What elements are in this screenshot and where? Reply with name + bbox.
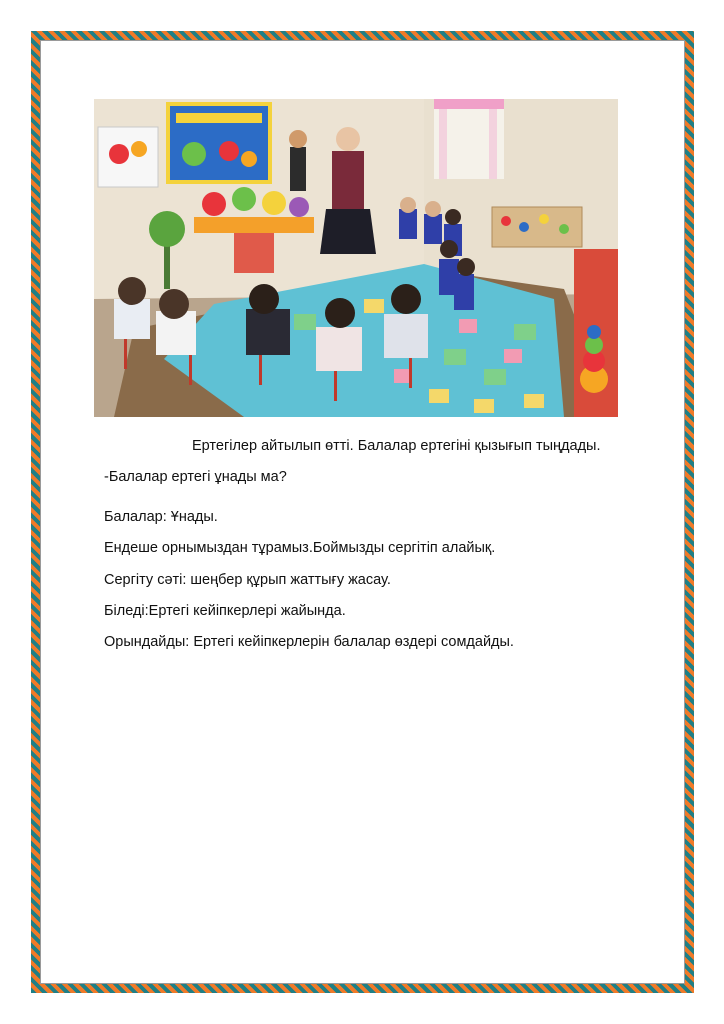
paragraph-answer: Балалар: Ұнады.: [104, 508, 218, 525]
paragraph-stand-up: Ендеше орнымыздан тұрамыз.Боймызды сергітіп алайық.: [104, 540, 496, 557]
paragraph-performs: Орындайды: Ертегі кейіпкерлерін балалар өздері сомдайды.: [104, 634, 514, 651]
document-text: [104, 438, 664, 652]
paragraph-exercise: Сергіту сәті: шеңбер құрып жаттығу жасау.: [104, 571, 391, 588]
classroom-photo: [94, 99, 618, 417]
paragraph-knows: Біледі:Ертегі кейіпкерлері жайында.: [104, 602, 346, 619]
paragraph-question: -Балалар ертегі ұнады ма?: [104, 469, 287, 486]
paragraph-story-told: Ертегілер айтылып өтті. Балалар ертегіні қызығып тыңдады.: [192, 438, 601, 454]
